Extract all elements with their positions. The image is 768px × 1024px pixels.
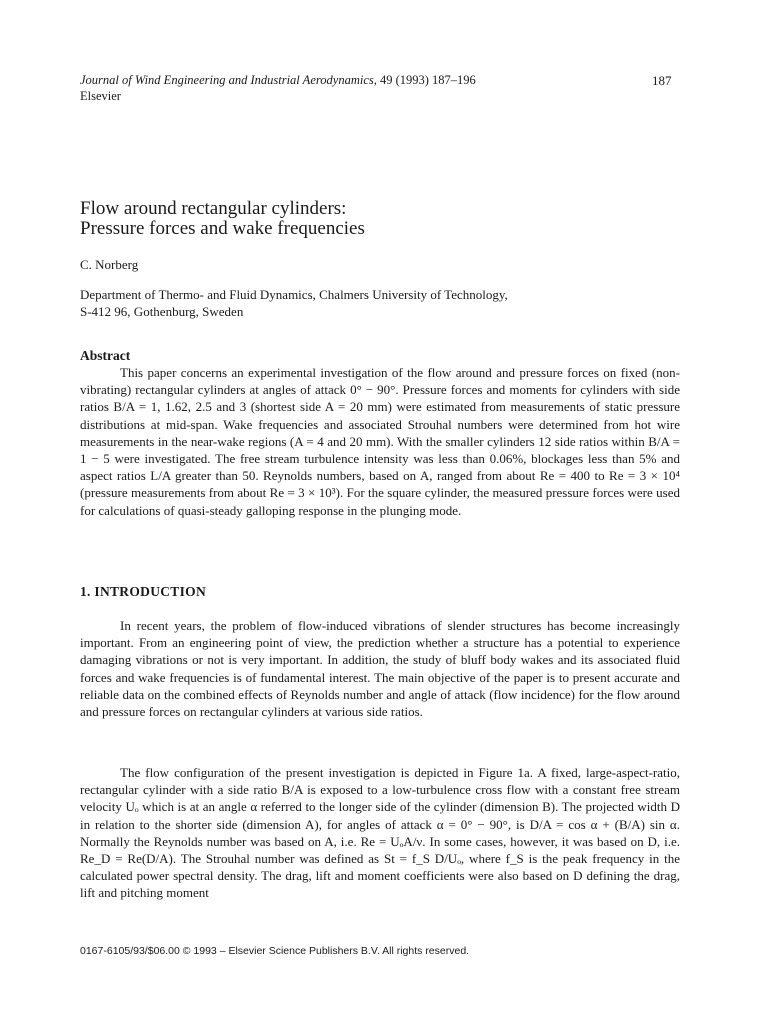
journal-citation (80, 73, 476, 88)
author-name: C. Norberg (80, 257, 139, 272)
page-number: 187 (652, 73, 672, 88)
journal-name: Journal of Wind Engineering and Industrial Aerodynamics, (80, 73, 377, 87)
abstract-text: This paper concerns an experimental investigation of the flow around and pressure forces on fixed (non-vibrating) rectangular cylinders at angles of attack 0° − 90°. Pressure forces and moments for cylinders with side ratios B/A = 1, 1.62, 2.5 and 3 (shortest side A = 20 mm) were estimated from measurements of static pressure distributions at mid-span. Wake frequencies and associated Strouhal numbers were determined from hot wire measurements in the near-wake regions (A = 4 and 20 mm). With the smaller cylinders 12 side ratios within B/A = 1 − 5 were investigated. The free stream turbulence intensity was less than 0.06%, blockages less than 5% and aspect ratios L/A greater than 50. Reynolds numbers, based on A, ranged from about Re = 400 to Re = 3 × 10⁴ (pressure measurements from about Re = 3 × 10³). For the square cylinder, the measured pressure forces were used for calculations of quasi-steady galloping response in the plunging mode. (80, 365, 680, 518)
publisher-name: Elsevier (80, 89, 121, 103)
title-line-2: Pressure forces and wake frequencies (80, 218, 365, 239)
journal-volume: 49 (1993) 187–196 (379, 73, 476, 87)
introduction-paragraph-2: The flow configuration of the present investigation is depicted in Figure 1a. A fixed, large-aspect-ratio, rectangular cylinder with a side ratio B/A is exposed to a low-turbulence cross flow with a constant free stream velocity Uₒ which is at an angle α referred to the longer side of the cylinder (dimension B). The projected width D in relation to the shorter side (dimension A), for angles of attack α = 0° − 90°, is D/A = cos α + (B/A) sin α. Normally the Reynolds number was based on A, i.e. Re = UₒA/ν. In some cases, however, it was based on D, i.e. Re_D = Re(D/A). The Strouhal number was defined as St = f_S D/Uₒ, where f_S is the peak frequency in the calculated power spectral density. The drag, lift and moment coefficients were also based on D defining the drag, lift and pitching moment (80, 765, 680, 901)
title-line-1: Flow around rectangular cylinders: (80, 198, 347, 219)
introduction-paragraph-1: In recent years, the problem of flow-induced vibrations of slender structures has become increasingly important. From an engineering point of view, the prediction whether a structure has a potential to experience damaging vibrations or not is very important. In addition, the study of bluff body wakes and its associated fluid forces and wake frequencies is of fundamental interest. The main objective of the paper is to present accurate and reliable data on the combined effects of Reynolds number and angle of attack (flow incidence) for the flow around and pressure forces on rectangular cylinders at various side ratios. (80, 618, 680, 720)
affiliation-line-1: Department of Thermo- and Fluid Dynamics, Chalmers University of Technology, (80, 287, 508, 302)
abstract-heading: Abstract (80, 348, 131, 363)
copyright-footer: 0167-6105/93/$06.00 © 1993 – Elsevier Science Publishers B.V. All rights reserved. (80, 945, 470, 957)
introduction-heading: 1. INTRODUCTION (80, 584, 207, 599)
affiliation-line-2: S-412 96, Gothenburg, Sweden (80, 304, 244, 319)
author-affiliation (80, 286, 680, 320)
article-title (80, 199, 680, 239)
